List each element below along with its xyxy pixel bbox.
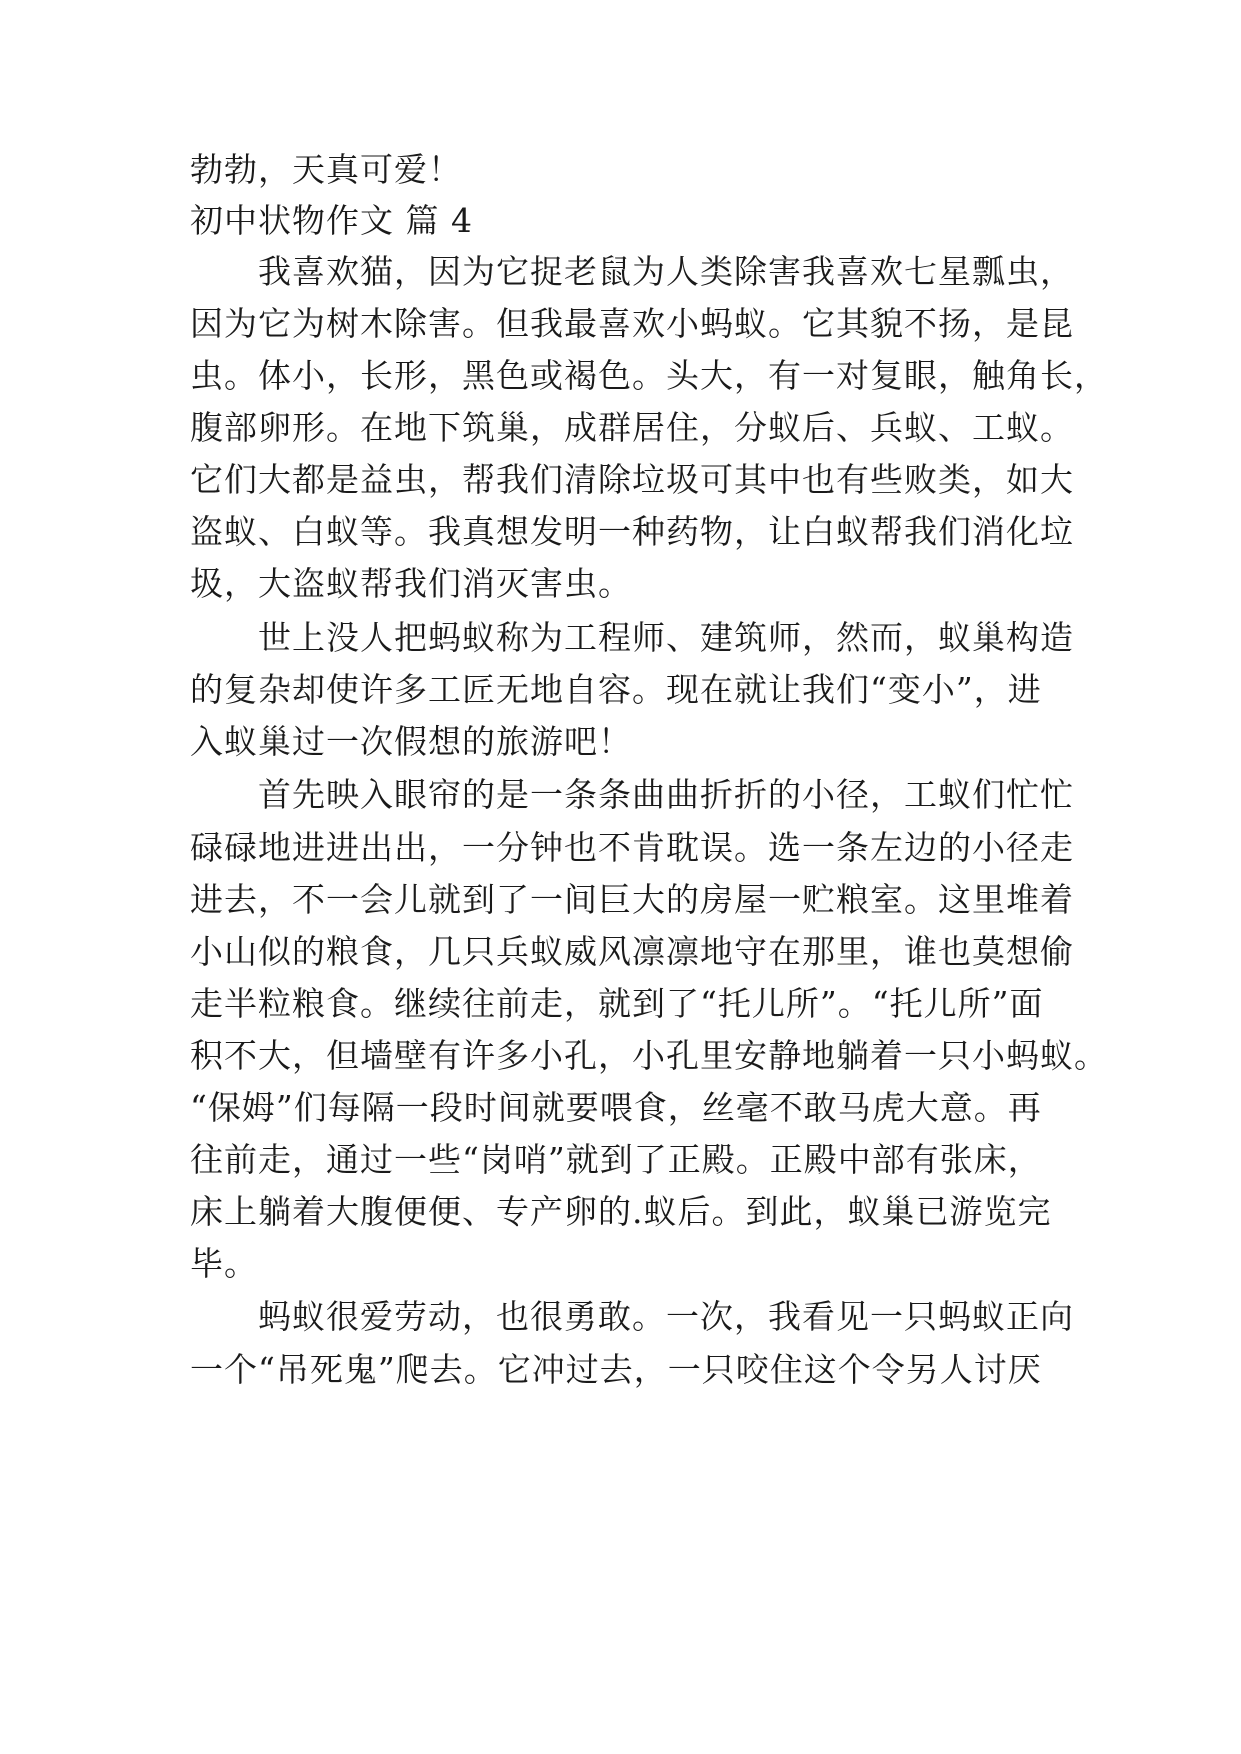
text-line: “保姆”们每隔一段时间就要喂食，丝毫不敢马虎大意。再 — [190, 1088, 1042, 1127]
text-line: 入蚁巢过一次假想的旅游吧！ — [190, 722, 632, 761]
section-heading: 初中状物作文 篇 4 — [190, 201, 473, 240]
text-line: 世上没人把蚂蚁称为工程师、建筑师，然而，蚁巢构造 — [258, 618, 1074, 657]
text-line: 因为它为树木除害。但我最喜欢小蚂蚁。它其貌不扬，是昆 — [190, 304, 1074, 343]
text-line: 一个“吊死鬼”爬去。它冲过去，一只咬住这个令另人讨厌 — [190, 1350, 1042, 1389]
text-line: 蚂蚁很爱劳动，也很勇敢。一次，我看见一只蚂蚁正向 — [258, 1297, 1074, 1336]
text-line: 积不大，但墙壁有许多小孔，小孔里安静地躺着一只小蚂蚁。 — [190, 1036, 1108, 1075]
text-line: 它们大都是益虫，帮我们清除垃圾可其中也有些败类，如大 — [190, 460, 1074, 499]
text-line: 腹部卵形。在地下筑巢，成群居住，分蚁后、兵蚁、工蚁。 — [190, 408, 1074, 447]
text-line: 虫。体小，长形，黑色或褐色。头大，有一对复眼，触角长， — [190, 356, 1108, 395]
text-line: 勃勃，天真可爱！ — [190, 150, 462, 189]
text-line: 首先映入眼帘的是一条条曲曲折折的小径，工蚁们忙忙 — [258, 775, 1074, 814]
text-line: 进去，不一会儿就到了一间巨大的房屋一贮粮室。这里堆着 — [190, 880, 1074, 919]
text-line: 毕。 — [190, 1244, 258, 1283]
text-line: 小山似的粮食，几只兵蚁威风凛凛地守在那里，谁也莫想偷 — [190, 932, 1074, 971]
text-line: 碌碌地进进出出，一分钟也不肯耽误。选一条左边的小径走 — [190, 828, 1074, 867]
text-line: 我喜欢猫，因为它捉老鼠为人类除害我喜欢七星瓢虫， — [258, 252, 1074, 291]
text-line: 往前走，通过一些“岗哨”就到了正殿。正殿中部有张床， — [190, 1140, 1042, 1179]
text-line: 的复杂却使许多工匠无地自容。现在就让我们“变小”，进 — [190, 670, 1042, 709]
text-line: 圾，大盗蚁帮我们消灭害虫。 — [190, 564, 632, 603]
text-line: 盗蚁、白蚁等。我真想发明一种药物，让白蚁帮我们消化垃 — [190, 512, 1074, 551]
text-line: 走半粒粮食。继续往前走，就到了“托儿所”。“托儿所”面 — [190, 984, 1044, 1023]
text-line: 床上躺着大腹便便、专产卵的.蚁后。到此，蚁巢已游览完 — [190, 1192, 1052, 1231]
